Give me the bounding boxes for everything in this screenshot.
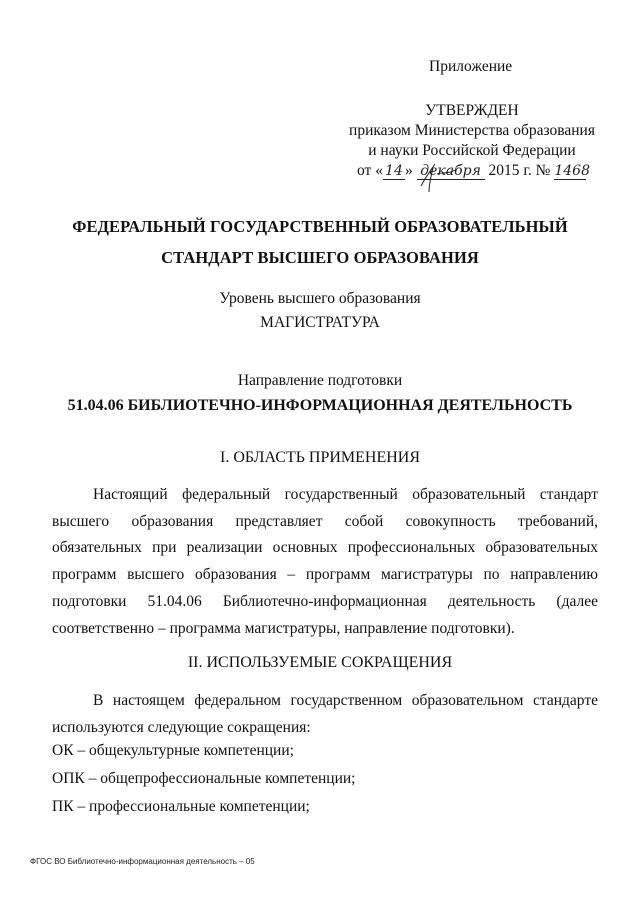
abbreviation-item: ОПК – общепрофессиональные компетенции; [52, 770, 356, 787]
date-mid: » [404, 162, 417, 179]
education-level-value: МАГИСТРАТУРА [260, 314, 380, 331]
training-direction-value: 51.04.06 БИБЛИОТЕЧНО-ИНФОРМАЦИОННАЯ ДЕЯТЕЛЬНОСТЬ [67, 397, 573, 414]
approved-heading: УТВЕРЖДЕН [425, 102, 519, 119]
order-line-1: приказом Министерства образования [349, 122, 595, 139]
section-2-paragraph: В настоящем федеральном государственном образовательном стандарте используются следующие сокращения: [52, 692, 598, 736]
signature-scribble-icon [417, 160, 459, 194]
date-day-handwritten: 14 [383, 164, 405, 180]
training-direction-label: Направление подготовки [237, 372, 403, 389]
appendix-label: Приложение [429, 58, 513, 75]
section-1-heading: I. ОБЛАСТЬ ПРИМЕНЕНИЯ [219, 449, 421, 466]
date-year: 2015 г. № [484, 162, 555, 179]
education-level-label: Уровень высшего образования [219, 290, 421, 307]
page-footer: ФГОС ВО Библиотечно-информационная деятельность – 05 [30, 857, 255, 866]
abbreviation-item: ОК – общекультурные компетенции; [52, 742, 294, 759]
standard-title: ФЕДЕРАЛЬНЫЙ ГОСУДАРСТВЕННЫЙ ОБРАЗОВАТЕЛЬНЫЙ СТАНДАРТ ВЫСШЕГО ОБРАЗОВАНИЯ [72, 217, 568, 267]
approval-block [343, 101, 601, 181]
date-prefix: от « [357, 162, 383, 179]
order-line-2: и науки Российской Федерации [368, 142, 576, 159]
abbreviation-item: ПК – профессиональные компетенции; [52, 798, 310, 815]
order-number-handwritten: 1468 [554, 163, 590, 179]
order-date-line [357, 161, 601, 181]
section-1-paragraph: Настоящий федеральный государственный образовательный стандарт высшего образования представляет собой совокупность требований, обязательных при реализации основных профессиональных образовательных программ высшего образования – программ магистратуры по направлению подготовки 51.04.06 Библиотечно-информационная деятельность (далее соответственно – программа магистратуры, направление подготовки). [52, 486, 598, 637]
section-2-heading: II. ИСПОЛЬЗУЕМЫЕ СОКРАЩЕНИЯ [187, 654, 453, 671]
date-month-handwritten: декабря [417, 164, 485, 180]
